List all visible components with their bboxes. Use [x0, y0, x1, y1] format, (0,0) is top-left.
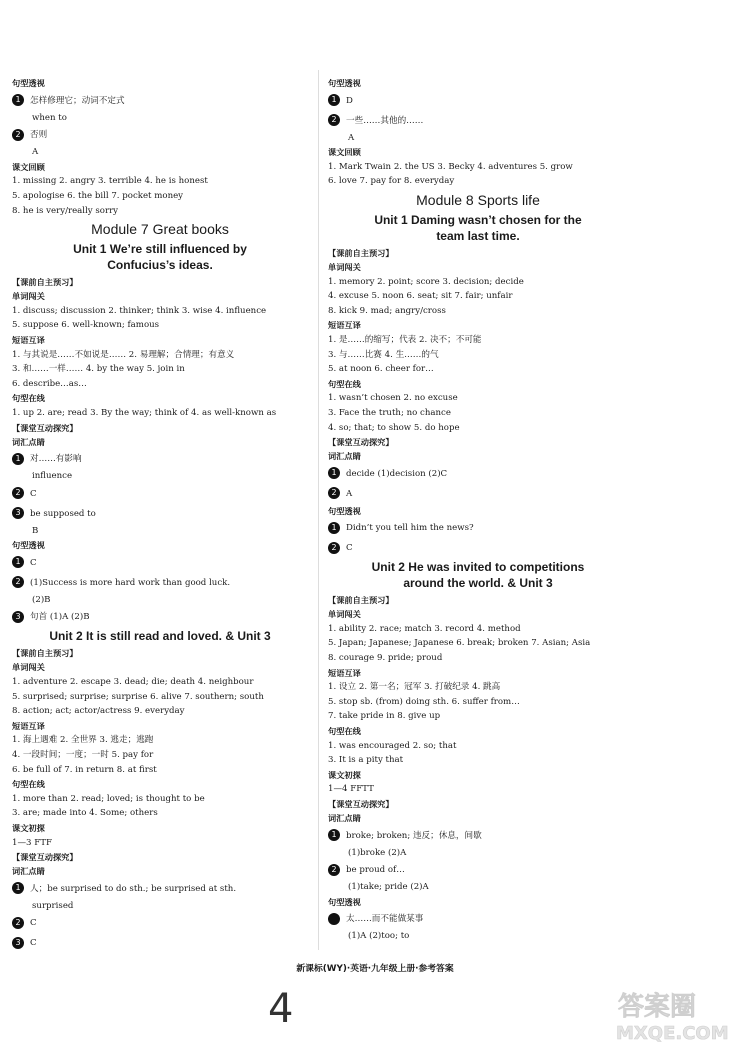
numbered-answer: [328, 91, 628, 111]
answer-line-indented: (2)B: [32, 594, 51, 605]
number-badge: 2: [12, 129, 24, 141]
bracket-heading: 【课堂互动探究】: [12, 422, 78, 433]
number-badge: 2: [328, 114, 340, 126]
bracket-heading: 【课前自主预习】: [328, 247, 394, 258]
section-heading: 课文初探: [328, 769, 361, 780]
answer-line-indented: (1)A (2)too; to: [348, 931, 410, 942]
number-badge: 2: [12, 576, 24, 588]
section-heading: 句型透视: [12, 540, 45, 551]
answer-text: C: [30, 918, 37, 929]
number-badge: 2: [12, 917, 24, 929]
section-heading: 课文初探: [12, 823, 45, 833]
number-badge: 1: [328, 522, 340, 534]
answer-line: 1—4 FFTT: [328, 784, 374, 795]
numbered-answer: [12, 933, 308, 953]
answer-line: 3. It is a pity that: [328, 755, 404, 766]
section-heading: 句型透视: [12, 78, 45, 88]
answer-line: 5. Japan; Japanese; Japanese 6. break; broken 7. Asian; Asia: [328, 638, 591, 649]
answer-line: 3. Face the truth; no chance: [328, 407, 451, 418]
answer-line-indented: surprised: [32, 900, 74, 911]
numbered-answer: [12, 913, 308, 933]
numbered-answer: [12, 607, 308, 627]
numbered-answer: [328, 111, 628, 131]
unit-title-line: Unit 2 It is still read and loved. & Unit 3: [49, 629, 271, 644]
number-badge: 1: [12, 94, 24, 106]
answer-line: 1. 海上遇难 2. 全世界 3. 逃走；逃跑: [12, 735, 154, 746]
number-badge: 3: [12, 937, 24, 949]
answer-line: 1. adventure 2. escape 3. dead; die; death 4. neighbour: [12, 677, 254, 688]
number-badge: 2: [328, 864, 340, 876]
numbered-answer: [12, 449, 308, 469]
answer-line: 1. wasn’t chosen 2. no excuse: [328, 393, 458, 404]
unit-title-line: Confucius’s ideas.: [107, 258, 213, 273]
number-badge: 1: [12, 556, 24, 568]
section-heading: 句型在线: [12, 779, 45, 790]
answer-line: 1. more than 2. read; loved; is thought to be: [12, 793, 205, 804]
answer-line: 1—3 FTF: [12, 837, 52, 848]
unit-title: [328, 558, 628, 593]
section-heading: 课文回顾: [328, 147, 361, 158]
number-badge: 3: [12, 507, 24, 519]
number-badge: 3: [12, 611, 24, 623]
answer-line-indented: when to: [32, 112, 67, 123]
numbered-answer: [12, 573, 308, 593]
answer-line: 1. discuss; discussion 2. thinker; think 3. wise 4. influence: [12, 305, 267, 316]
handwritten-page-number: 4: [268, 986, 294, 1032]
module-title: Module 7 Great books: [91, 221, 229, 238]
unit-title-line: team last time.: [436, 228, 520, 243]
answer-line: 3. 和……一样…… 4. by the way 5. join in: [12, 364, 185, 375]
section-heading: 句型透视: [328, 896, 361, 907]
unit-title-line: Unit 1 We’re still influenced by: [73, 242, 247, 257]
watermark-url: MXQE.COM: [616, 1023, 729, 1044]
number-badge: 1: [12, 453, 24, 465]
numbered-answer: [12, 125, 308, 145]
answer-text: D: [346, 95, 353, 106]
answer-text: C: [30, 488, 37, 499]
answer-text: (1)Success is more hard work than good luck.: [30, 577, 231, 588]
section-heading: 课文回顾: [12, 161, 45, 172]
answer-line: 3. 与……比赛 4. 生……的气: [328, 349, 439, 360]
section-heading: 词汇点睛: [12, 436, 45, 447]
answer-line-indented: (1)take; pride (2)A: [348, 882, 429, 893]
unit-title: [12, 240, 308, 275]
section-heading: 短语互译: [12, 720, 45, 731]
section-heading: 单词闯关: [12, 291, 45, 302]
answer-line: 5. at noon 6. cheer for…: [328, 364, 434, 375]
unit-title-line: Unit 1 Daming wasn’t chosen for the: [374, 212, 582, 227]
numbered-answer: [328, 860, 628, 880]
answer-text: 人；be surprised to do sth.; be surprised at sth.: [30, 883, 237, 894]
unit-title: [328, 211, 628, 246]
numbered-answer: [328, 518, 628, 538]
answer-text: be supposed to: [30, 508, 96, 519]
section-heading: 词汇点睛: [328, 451, 361, 462]
answer-line: 1. 是……的缩写；代表 2. 决不；不可能: [328, 334, 482, 345]
watermark-title: 答案圈: [618, 992, 697, 1022]
bracket-heading: 【课堂互动探究】: [328, 437, 394, 448]
number-badge: 2: [328, 542, 340, 554]
bracket-heading: 【课堂互动探究】: [12, 852, 78, 863]
answer-text: A: [346, 488, 353, 499]
answer-text: 一些……其他的……: [346, 115, 424, 126]
answer-text: 句首 (1)A (2)B: [30, 612, 90, 623]
numbered-answer: [328, 909, 628, 929]
number-badge: 1: [12, 882, 24, 894]
answer-text: be proud of…: [346, 865, 405, 876]
answer-line: 1. up 2. are; read 3. By the way; think of 4. as well-known as: [12, 407, 277, 418]
answer-text: broke; broken; 违反；休息，间歇: [346, 830, 482, 841]
answer-line: 4. so; that; to show 5. do hope: [328, 422, 460, 433]
number-badge: 1: [328, 94, 340, 106]
numbered-answer: [12, 484, 308, 504]
section-heading: 短语互译: [12, 334, 45, 345]
section-heading: 句型透视: [328, 505, 361, 516]
bracket-heading: 【课堂互动探究】: [328, 799, 394, 809]
answer-line: 1. ability 2. race; match 3. record 4. method: [328, 623, 521, 634]
numbered-answer: [12, 879, 308, 899]
answer-text: 否则: [30, 130, 48, 141]
section-heading: 句型在线: [328, 726, 361, 737]
answer-text: C: [346, 543, 353, 554]
answer-line: 5. surprised; surprise; surprise 6. alive 7. southern; south: [12, 691, 264, 702]
bracket-heading: 【课前自主预习】: [328, 595, 394, 606]
section-heading: 单词闯关: [328, 261, 361, 272]
answer-line: 5. suppose 6. well-known; famous: [12, 320, 160, 331]
answer-text: 怎样修理它；动词不定式: [30, 95, 125, 106]
answer-line: 1. Mark Twain 2. the US 3. Becky 4. adventures 5. grow: [328, 161, 573, 172]
unit-title: [12, 627, 308, 646]
section-heading: 词汇点睛: [328, 813, 361, 823]
section-heading: 单词闯关: [12, 662, 45, 673]
section-heading: 句型透视: [328, 78, 361, 88]
bracket-heading: 【课前自主预习】: [12, 648, 78, 659]
numbered-answer: [328, 826, 628, 846]
answer-text: decide (1)decision (2)C: [346, 468, 448, 479]
right-column: [328, 76, 628, 944]
unit-title-line: around the world. & Unit 3: [403, 576, 553, 591]
answer-line-indented: A: [32, 147, 39, 158]
answer-line-indented: influence: [32, 471, 73, 482]
module-title: Module 8 Sports life: [416, 191, 540, 208]
answer-line: 1. 与其说是……不如说是…… 2. 易理解；合情理；有意义: [12, 349, 235, 360]
answer-line: 7. take pride in 8. give up: [328, 711, 441, 722]
section-heading: 短语互译: [328, 667, 361, 678]
numbered-answer: [12, 504, 308, 524]
answer-line: 5. apologise 6. the bill 7. pocket money: [12, 190, 184, 201]
answer-line: 5. stop sb. (from) doing sth. 6. suffer from…: [328, 696, 520, 707]
section-heading: 短语互译: [328, 320, 361, 331]
numbered-answer: [12, 553, 308, 573]
answer-text: C: [30, 557, 37, 568]
answer-line: 1. 设立 2. 第一名；冠军 3. 打破纪录 4. 跳高: [328, 682, 501, 693]
answer-text: 对……有影响: [30, 454, 82, 465]
answer-line: 8. kick 9. mad; angry/cross: [328, 305, 446, 316]
answer-line: 1. was encouraged 2. so; that: [328, 740, 457, 751]
answer-line: 4. 一段时间；一度；一时 5. pay for: [12, 750, 154, 761]
number-badge: 1: [328, 829, 340, 841]
answer-line-indented: B: [32, 525, 39, 536]
section-heading: 单词闯关: [328, 609, 361, 620]
answer-line: 4. excuse 5. noon 6. seat; sit 7. fair; unfair: [328, 291, 513, 302]
section-heading: 词汇点睛: [12, 866, 45, 877]
answer-line-indented: (1)broke (2)A: [348, 847, 407, 858]
answer-line: 6. be full of 7. in return 8. at first: [12, 764, 157, 775]
numbered-answer: [328, 484, 628, 504]
answer-line: 3. are; made into 4. Some; others: [12, 808, 158, 819]
answer-text: Didn’t you tell him the news?: [346, 523, 474, 534]
numbered-answer: [328, 538, 628, 558]
number-badge: [328, 913, 340, 925]
section-heading: 句型在线: [12, 393, 45, 404]
column-divider: [318, 70, 319, 950]
answer-line: 1. missing 2. angry 3. terrible 4. he is honest: [12, 176, 208, 187]
answer-line: 8. action; act; actor/actress 9. everyday: [12, 706, 185, 717]
answer-line-indented: A: [348, 132, 355, 143]
numbered-answer: [12, 91, 308, 111]
answer-line: 8. courage 9. pride; proud: [328, 653, 443, 664]
answer-text: C: [30, 938, 37, 949]
answer-line: 6. love 7. pay for 8. everyday: [328, 176, 455, 187]
number-badge: 2: [328, 487, 340, 499]
number-badge: 1: [328, 467, 340, 479]
numbered-answer: [328, 464, 628, 484]
number-badge: 2: [12, 487, 24, 499]
section-heading: 句型在线: [328, 378, 361, 389]
answer-text: 太……而不能做某事: [346, 914, 424, 925]
watermark-logo: [610, 985, 745, 1045]
answer-line: 8. he is very/really sorry: [12, 205, 119, 216]
bracket-heading: 【课前自主预习】: [12, 277, 78, 288]
answer-line: 1. memory 2. point; score 3. decision; decide: [328, 276, 524, 287]
answer-line: 6. describe…as…: [12, 378, 87, 389]
unit-title-line: Unit 2 He was invited to competitions: [371, 560, 585, 575]
page-footer: 新课标(WY)·英语·九年级上册·参考答案: [296, 964, 454, 974]
left-column: [12, 76, 308, 953]
